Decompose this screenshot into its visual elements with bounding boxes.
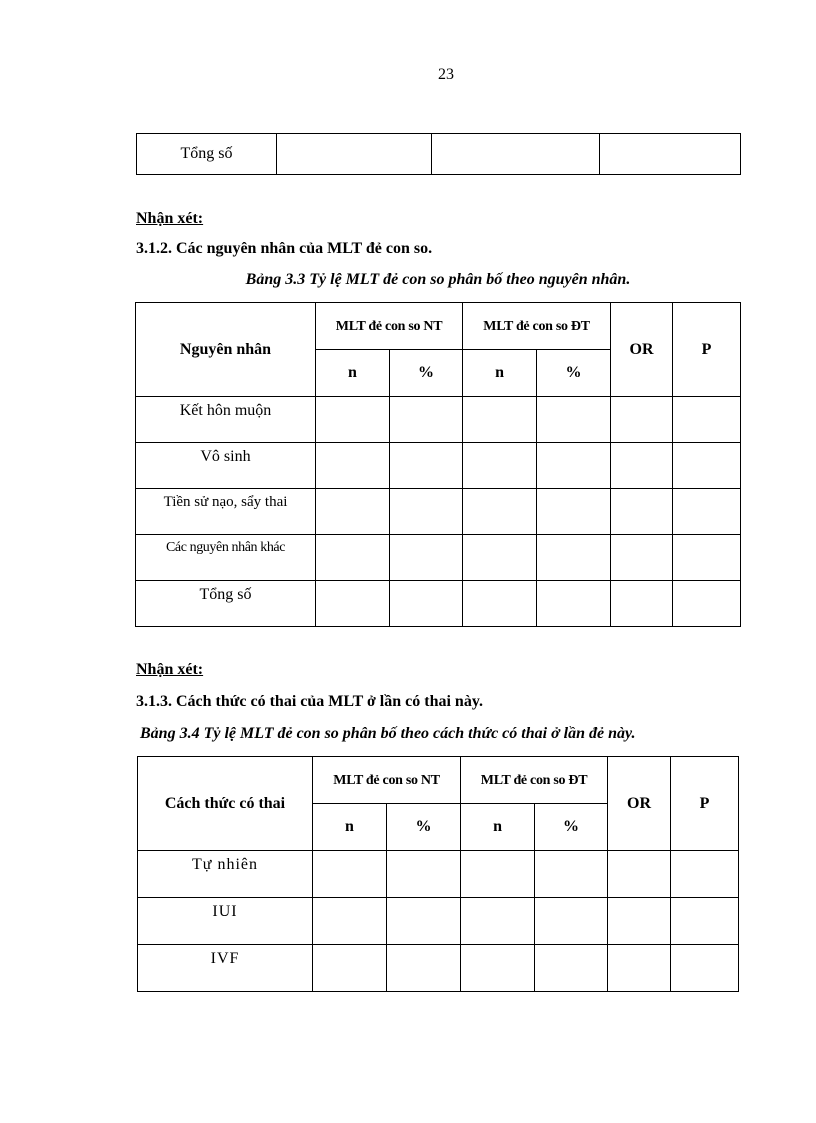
row-label: Vô sinh [136, 443, 316, 489]
table-row [136, 489, 741, 535]
table-row [136, 535, 741, 581]
table-cell [600, 134, 741, 175]
col-header-p: P [671, 757, 739, 851]
col-group-nt: MLT đẻ con so NT [316, 303, 463, 350]
remark-label: Nhận xét: [136, 661, 204, 678]
section-heading: 3.1.3. Cách thức có thai của MLT ở lần có thai này. [136, 693, 483, 710]
section-heading: 3.1.2. Các nguyên nhân của MLT đẻ con so. [136, 240, 433, 257]
table-row [138, 851, 739, 898]
table-caption: Bảng 3.4 Tỷ lệ MLT đẻ con so phân bố theo cách thức có thai ở lần đẻ này. [140, 725, 636, 742]
table-caption: Bảng 3.3 Tỷ lệ MLT đẻ con so phân bố theo nguyên nhân. [245, 271, 631, 288]
row-label: IVF [138, 945, 313, 992]
row-label: IUI [138, 898, 313, 945]
col-header-p: P [673, 303, 741, 397]
col-sub-percent: % [537, 350, 611, 397]
col-sub-n: n [313, 804, 387, 851]
row-label: Tổng số [136, 581, 316, 627]
col-sub-n: n [316, 350, 390, 397]
col-sub-percent: % [390, 350, 463, 397]
row-label: Tổng số [137, 134, 277, 175]
table-cell [432, 134, 600, 175]
row-label: Các nguyên nhân khác [136, 535, 316, 581]
table-row [137, 134, 741, 175]
table-row [136, 397, 741, 443]
row-label: Kết hôn muộn [136, 397, 316, 443]
page-number: 23 [438, 66, 454, 83]
table-cell [277, 134, 432, 175]
table-row [136, 443, 741, 489]
table-continuation [136, 133, 741, 175]
table-row [138, 898, 739, 945]
col-group-dt: MLT đẻ con so ĐT [461, 757, 608, 804]
col-sub-percent: % [387, 804, 461, 851]
col-header-method: Cách thức có thai [138, 757, 313, 851]
table-row [138, 945, 739, 992]
row-label: Tiền sử nạo, sẩy thai [136, 489, 316, 535]
col-header-or: OR [608, 757, 671, 851]
col-sub-n: n [463, 350, 537, 397]
remark-label: Nhận xét: [136, 210, 204, 227]
table-conception-method [137, 756, 739, 992]
col-sub-n: n [461, 804, 535, 851]
table-row [136, 581, 741, 627]
header-row [136, 303, 741, 350]
col-group-nt: MLT đẻ con so NT [313, 757, 461, 804]
col-sub-percent: % [535, 804, 608, 851]
header-row [138, 757, 739, 804]
col-header-or: OR [611, 303, 673, 397]
col-group-dt: MLT đẻ con so ĐT [463, 303, 611, 350]
row-label: Tự nhiên [138, 851, 313, 898]
col-header-cause: Nguyên nhân [136, 303, 316, 397]
table-causes [135, 302, 741, 627]
